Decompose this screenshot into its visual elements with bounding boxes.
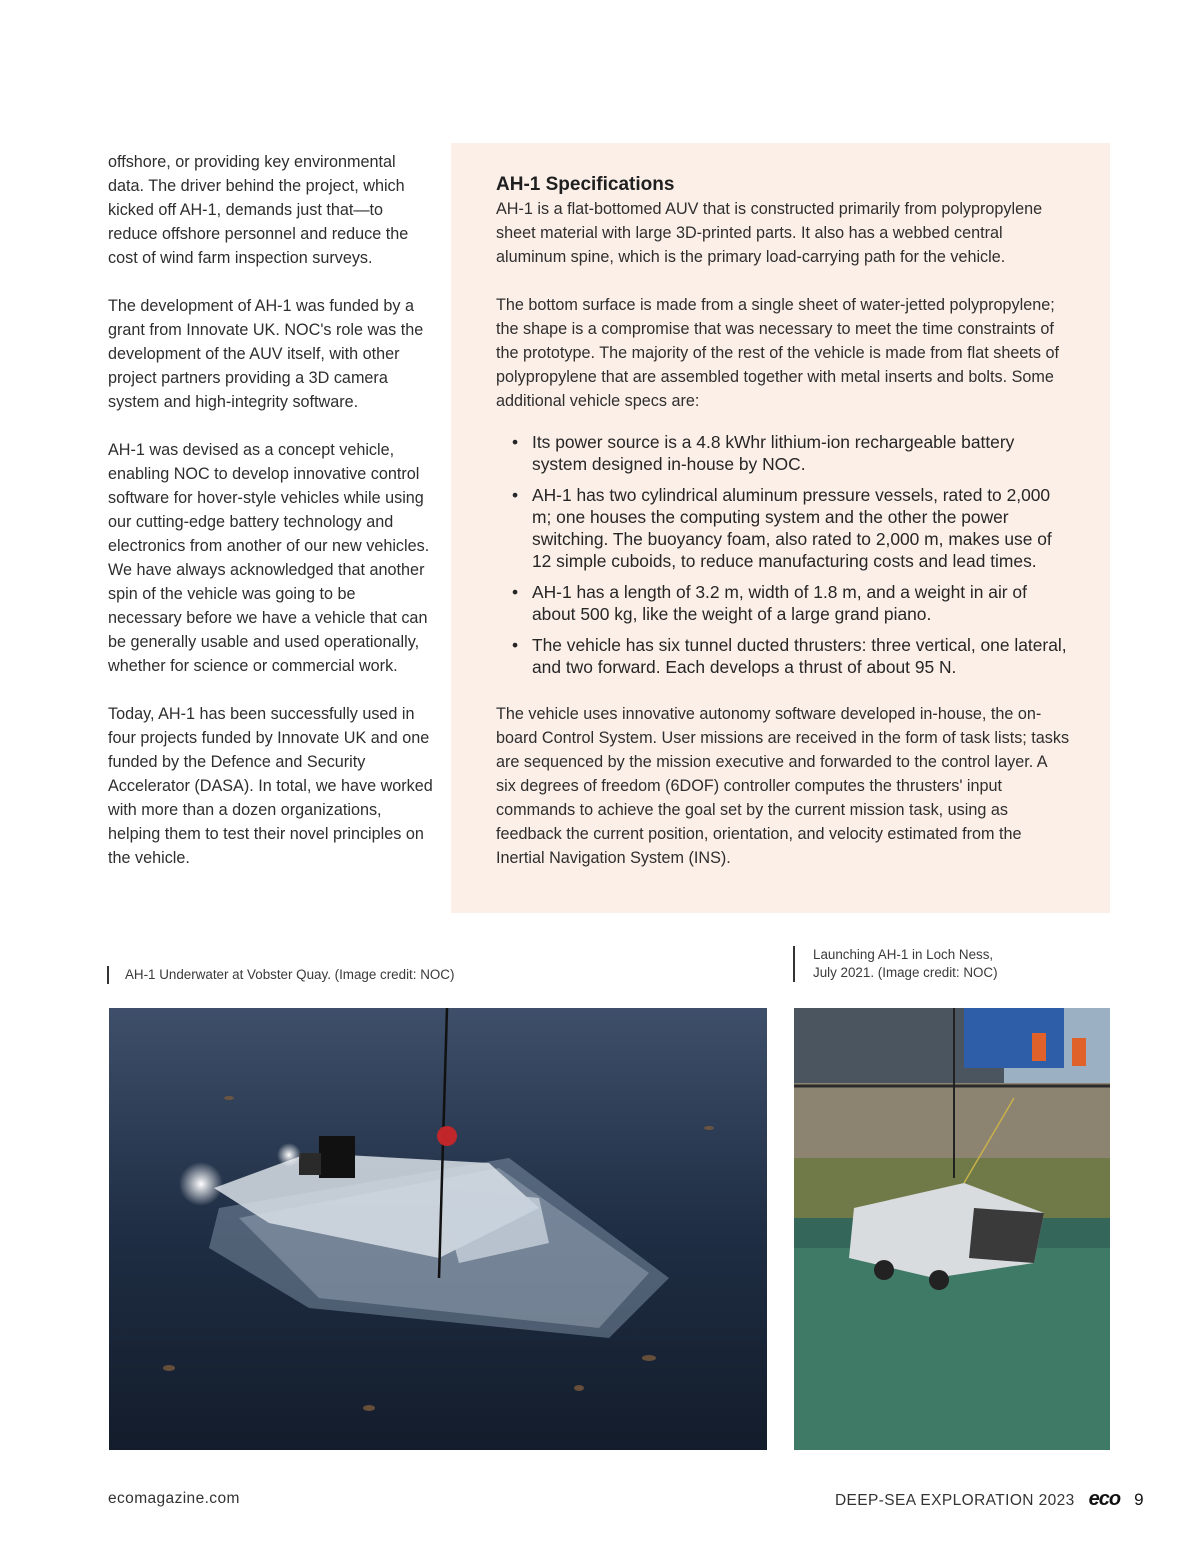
footer-issue-block (835, 1489, 1144, 1511)
paragraph: The development of AH-1 was funded by a grant from Innovate UK. NOC's role was the development of the AUV itself, with other project partners providing a 3D camera system and high-integrity software. (108, 297, 424, 411)
specifications-sidebar (451, 143, 1110, 913)
caption-right-line: July 2021. (Image credit: NOC) (813, 965, 998, 980)
sidebar-paragraph: The bottom surface is made from a single sheet of water-jetted polypropylene; the shape is a compromise that was necessary to meet the time constraints of the prototype. The majority of the rest of the vehicle is made from flat sheets of polypropylene that are assembled together with metal inserts and bolts. Some additional vehicle specs are: (496, 296, 1059, 410)
caption-left: AH-1 Underwater at Vobster Quay. (Image credit: NOC) (107, 966, 454, 984)
spec-item: • AH-1 has a length of 3.2 m, width of 1.8 m, and a weight in air of about 500 kg, like the weight of a large grand piano. (496, 581, 1070, 625)
paragraph: offshore, or providing key environmental data. The driver behind the project, which kicked off AH-1, demands just that—to reduce offshore personnel and reduce the cost of wind farm inspection surveys. (108, 153, 409, 267)
spec-item: • AH-1 has two cylindrical aluminum pressure vessels, rated to 2,000 m; one houses the computing system and the other the power switching. The buoyancy foam, also rated to 2,000 m, makes use of 12 simple cuboids, to reduce manufacturing costs and lead times. (496, 484, 1070, 572)
auv-underwater-illustration (109, 1008, 767, 1450)
specs-list (496, 431, 1070, 678)
auv-launch-illustration (794, 1008, 1110, 1450)
spec-item: • The vehicle has six tunnel ducted thrusters: three vertical, one lateral, and two forward. Each develops a thrust of about 95 N. (496, 634, 1070, 678)
footer-issue: DEEP-SEA EXPLORATION 2023 (834, 1492, 1075, 1509)
photo-auv-launch (794, 1008, 1110, 1450)
page-number: 9 (1134, 1490, 1144, 1509)
caption-right (793, 946, 998, 982)
sidebar-intro: AH-1 is a flat-bottomed AUV that is constructed primarily from polypropylene sheet material with large 3D-printed parts. It also has a webbed central aluminum spine, which is the primary load-carrying path for the vehicle. (496, 200, 1043, 266)
caption-right-line: Launching AH-1 in Loch Ness, (813, 947, 994, 962)
sidebar-title: AH-1 Specifications (496, 174, 675, 195)
footer-site: ecomagazine.com (108, 1490, 240, 1507)
article-left-column (108, 150, 433, 894)
paragraph: Today, AH-1 has been successfully used in four projects funded by Innovate UK and one funded by the Defence and Security Accelerator (DASA). In total, we have worked with more than a dozen organizations, helping them to test their novel principles on the vehicle. (108, 705, 433, 867)
sidebar-closing: The vehicle uses innovative autonomy software developed in-house, the on-board Control System. User missions are received in the form of task lists; tasks are sequenced by the mission executive and forwarded to the control layer. A six degrees of freedom (6DOF) controller computes the thrusters' input commands to achieve the goal set by the current mission task, using as feedback the current position, orientation, and velocity estimated from the Inertial Navigation System (INS). (496, 705, 1070, 867)
spec-item: • Its power source is a 4.8 kWhr lithium-ion rechargeable battery system designed in-house by NOC. (496, 431, 1070, 475)
paragraph: AH-1 was devised as a concept vehicle, enabling NOC to develop innovative control software for hover-style vehicles while using our cutting-edge battery technology and electronics from another of our new vehicles. We have always acknowledged that another spin of the vehicle was going to be necessary before we have a vehicle that can be generally usable and used operationally, whether for science or commercial work. (108, 441, 430, 675)
photo-auv-underwater (109, 1008, 767, 1450)
eco-logo: eco (1088, 1488, 1121, 1510)
